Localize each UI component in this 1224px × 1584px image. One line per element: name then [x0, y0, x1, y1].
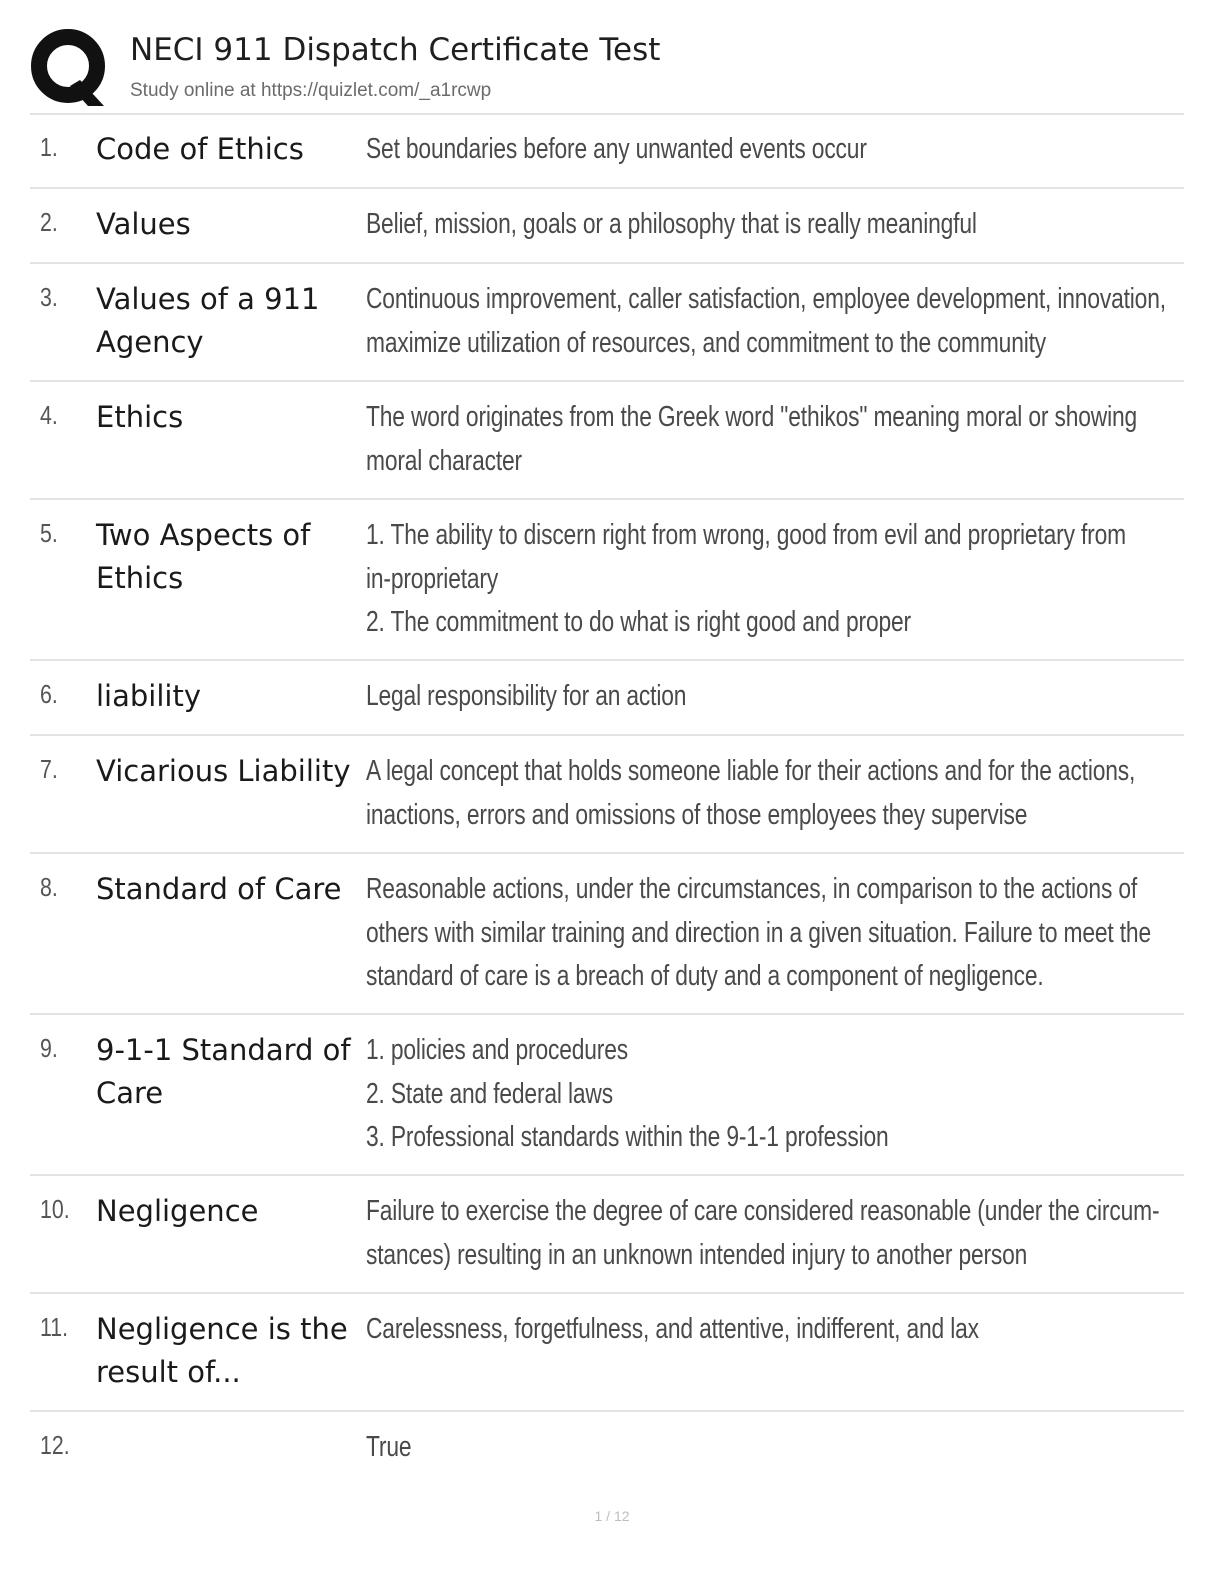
- flashcard-row: [30, 736, 1184, 854]
- card-number: 2.: [40, 207, 58, 237]
- card-term: 9-1-1 Standard of Care: [96, 1033, 351, 1110]
- card-term: Vicarious Liability: [96, 754, 351, 788]
- card-number: 6.: [40, 679, 58, 709]
- card-definition: [366, 203, 1174, 247]
- flashcard-list: [30, 114, 1184, 1487]
- card-definition: [366, 675, 1174, 719]
- card-number: 10.: [40, 1194, 70, 1224]
- flashcard-row: [30, 500, 1184, 661]
- definition-line: Legal responsibility for an action: [366, 680, 687, 712]
- card-definition: [366, 868, 1174, 999]
- card-term: Values of a 911 Agency: [96, 282, 320, 359]
- definition-line: The word originates from the Greek word "ethikos" meaning moral or showing: [366, 401, 1138, 433]
- card-definition: [366, 396, 1174, 483]
- card-definition: [366, 278, 1174, 365]
- study-link[interactable]: Study online at https://quizlet.com/_a1rcwp: [130, 80, 492, 101]
- flashcard-row: [30, 854, 1184, 1015]
- definition-line: inactions, errors and omissions of those employees they supervise: [366, 798, 1028, 831]
- definition-line: A legal concept that holds someone liable for their actions and for the actions,: [366, 755, 1136, 787]
- card-term: liability: [96, 679, 201, 713]
- card-definition: [366, 128, 1174, 172]
- flashcard-row: [30, 264, 1184, 382]
- definition-line: 2. State and federal laws: [366, 1077, 613, 1110]
- card-definition: [366, 1190, 1174, 1277]
- definition-line: in-proprietary: [366, 562, 499, 595]
- card-definition: [366, 750, 1174, 837]
- flashcard-row: [30, 1015, 1184, 1176]
- page-title: NECI 911 Dispatch Certificate Test: [130, 32, 661, 68]
- definition-line: moral character: [366, 444, 522, 477]
- definition-line: 3. Professional standards within the 9-1-1 profession: [366, 1121, 889, 1153]
- card-term: Negligence: [96, 1194, 259, 1228]
- flashcard-row: [30, 114, 1184, 189]
- definition-line: Continuous improvement, caller satisfaction, employee development, innovation,: [366, 283, 1166, 315]
- card-definition: [366, 1308, 1174, 1352]
- card-number: 1.: [40, 132, 58, 162]
- definition-line: Reasonable actions, under the circumstances, in comparison to the actions of: [366, 873, 1138, 905]
- card-number: 11.: [40, 1312, 69, 1342]
- card-number: 12.: [40, 1430, 70, 1460]
- card-definition: [366, 1426, 1174, 1470]
- card-term: Negligence is the result of...: [96, 1312, 348, 1389]
- quizlet-q-logo: [30, 28, 110, 108]
- definition-line: Carelessness, forgetfulness, and attentive, indifferent, and lax: [366, 1313, 979, 1345]
- card-number: 8.: [40, 872, 58, 902]
- definition-line: 1. policies and procedures: [366, 1034, 629, 1066]
- card-definition: [366, 1029, 1174, 1160]
- card-number: 9.: [40, 1033, 58, 1063]
- definition-line: Set boundaries before any unwanted events occur: [366, 133, 867, 165]
- definition-line: 1. The ability to discern right from wrong, good from evil and proprietary from: [366, 519, 1126, 551]
- page-indicator: 1 / 12: [594, 1508, 630, 1524]
- definition-line: Belief, mission, goals or a philosophy that is really meaningful: [366, 208, 977, 240]
- definition-line: stances) resulting in an unknown intended injury to another person: [366, 1238, 1028, 1271]
- definition-line: 2. The commitment to do what is right good and proper: [366, 606, 911, 638]
- flashcard-row: [30, 1176, 1184, 1294]
- flashcard-row: [30, 661, 1184, 736]
- card-number: 5.: [40, 518, 58, 548]
- definition-line: Failure to exercise the degree of care considered reasonable (under the circum-: [366, 1195, 1160, 1227]
- card-term: Ethics: [96, 400, 184, 434]
- card-definition: [366, 514, 1174, 645]
- definition-line: True: [366, 1431, 412, 1463]
- card-number: 7.: [40, 754, 58, 784]
- definition-line: others with similar training and direction in a given situation. Failure to meet the: [366, 916, 1151, 949]
- card-number: 4.: [40, 400, 58, 430]
- card-term: Values: [96, 207, 191, 241]
- flashcard-row: [30, 1412, 1184, 1487]
- flashcard-row: [30, 382, 1184, 500]
- flashcard-row: [30, 1294, 1184, 1412]
- definition-line: standard of care is a breach of duty and a component of negligence.: [366, 960, 1044, 992]
- page-header: [30, 28, 1184, 114]
- card-term: Two Aspects of Ethics: [96, 518, 311, 595]
- definition-line: maximize utilization of resources, and commitment to the community: [366, 326, 1047, 359]
- card-term: Standard of Care: [96, 872, 342, 906]
- flashcard-row: [30, 189, 1184, 264]
- card-term: Code of Ethics: [96, 132, 304, 166]
- card-number: 3.: [40, 282, 58, 312]
